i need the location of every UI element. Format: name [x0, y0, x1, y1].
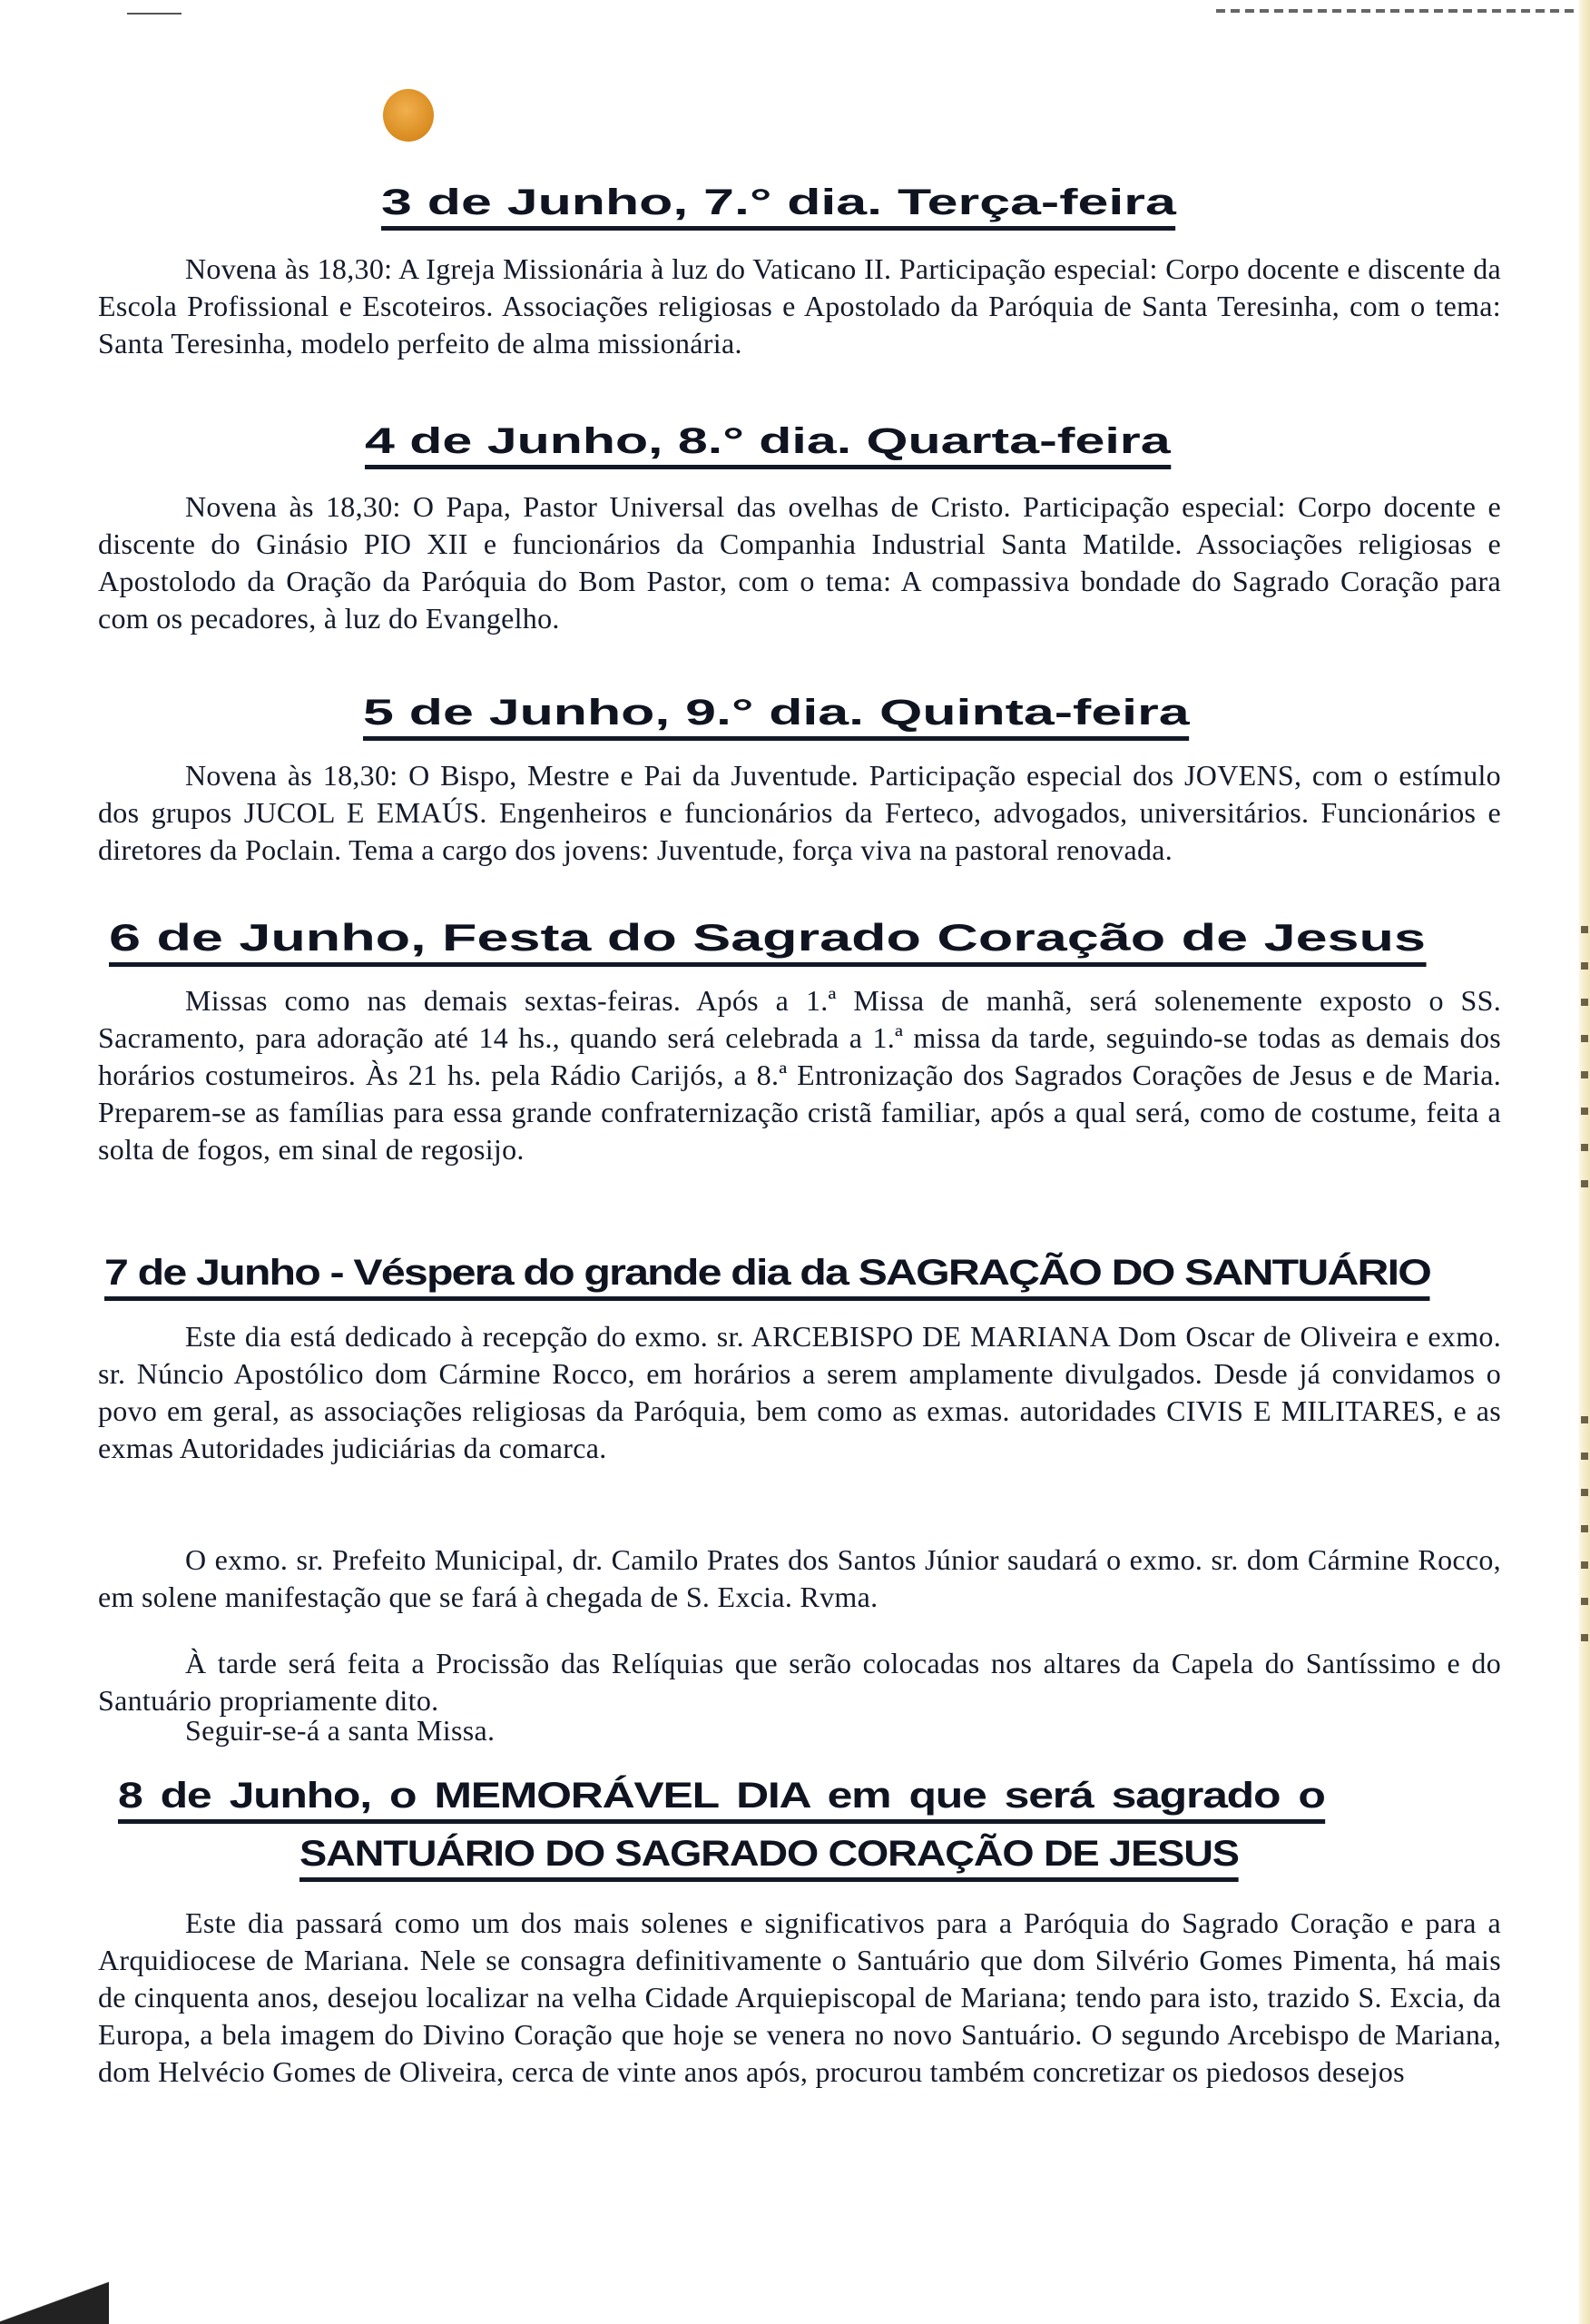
paragraph-june-8 — [98, 1905, 1501, 2091]
paragraph-text: Seguir-se-á a santa Missa. — [185, 1714, 496, 1747]
paragraph-text: À tarde será feita a Procissão das Relíquias que serão colocadas nos altares da Capela do Santíssimo e do Santuário propriamente dito. — [98, 1647, 1501, 1717]
paragraph-text: Novena às 18,30: A Igreja Missionária à luz do Vaticano II. Participação especial: Corpo docente e discente da Escola Profissional e Escoteiros. Associações religiosas e Apostolado da Paróquia de Santa Teresinha, com o tema: Santa Teresinha, modelo perfeito de alma missionária. — [98, 252, 1501, 359]
bleed-through-marks — [1581, 1416, 1588, 1652]
paragraph-june-3 — [98, 251, 1501, 362]
paragraph-june-7-prefeito — [98, 1541, 1501, 1616]
paragraph-text: Novena às 18,30: O Bispo, Mestre e Pai da Juventude. Participação especial dos JOVENS, com o estímulo dos grupos JUCOL E EMAÚS. Engenheiros e funcionários da Ferteco, advogados, universitários. Funcionários e diretores da Poclain. Tema a cargo dos jovens: Juventude, força viva na pastoral renovada. — [98, 759, 1501, 866]
paragraph-text: Novena às 18,30: O Papa, Pastor Universal das ovelhas de Cristo. Participação especial: Corpo docente e discente do Ginásio PIO XII e funcionários da Companhia Industrial Santa Matilde. Associações religiosas e Apostolodo da Oração da Paróquia do Bom Pastor, com o tema: A compassiva bondade do Sagrado Coração para com os pecadores, à luz do Evangelho. — [98, 490, 1501, 635]
heading-june-8: 8 de Junho, o MEMORÁVEL DIA em que será sagrado o — [118, 1777, 1325, 1824]
orange-dot-marker — [383, 89, 434, 142]
top-rule-mark — [127, 13, 182, 15]
heading-june-7: 7 de Junho - Véspera do grande dia da SAGRAÇÃO DO SANTUÁRIO — [104, 1255, 1430, 1301]
paragraph-june-5 — [98, 757, 1501, 869]
heading-june-4: 4 de Junho, 8.° dia. Quarta-feira — [365, 423, 1171, 469]
paragraph-june-4 — [98, 488, 1501, 637]
heading-june-5: 5 de Junho, 9.° dia. Quinta-feira — [363, 694, 1190, 741]
paragraph-text: Missas como nas demais sextas-feiras. Após a 1.ª Missa de manhã, será solenemente exposto o SS. Sacramento, para adoração até 14 hs., quando será celebrada a 1.ª missa da tarde, seguindo-se todas as demais dos horários costumeiros. Às 21 hs. pela Rádio Carijós, a 8.ª Entronização dos Sagrados Corações de Jesus e de Maria. Preparem-se as famílias para essa grande confraternização cristã familiar, após a qual será, como de costume, feita a solta de fogos, em sinal de regosijo. — [98, 984, 1501, 1166]
heading-june-6: 6 de Junho, Festa do Sagrado Coração de Jesus — [109, 919, 1426, 967]
heading-june-3: 3 de Junho, 7.° dia. Terça-feira — [381, 184, 1176, 231]
paragraph-text: Este dia está dedicado à recepção do exmo. sr. ARCEBISPO DE MARIANA Dom Oscar de Oliveira e exmo. sr. Núncio Apostólico dom Cármine Rocco, em horários a serem amplamente divulgados. Desde já convidamos o povo em geral, as associações religiosas da Paróquia, bem como as exmas. autoridades CIVIS E MILITARES, e as exmas Autoridades judiciárias da comarca. — [98, 1320, 1501, 1464]
paragraph-june-6 — [98, 982, 1501, 1168]
paragraph-june-7-reception — [98, 1318, 1501, 1467]
page-corner-shadow — [0, 2279, 109, 2324]
paragraph-june-7-missa — [98, 1712, 1501, 1749]
paragraph-june-7-procession — [98, 1645, 1501, 1719]
paragraph-text: Este dia passará como um dos mais solenes e significativos para a Paróquia do Sagrado Coração e para a Arquidiocese de Mariana. Nele se consagra definitivamente o Santuário que dom Silvério Gomes Pimenta, há mais de cinquenta anos, desejou localizar na velha Cidade Arquiepiscopal de Mariana; tendo para isto, trazido S. Excia, da Europa, a bela imagem do Divino Coração que hoje se venera no novo Santuário. O segundo Arcebispo de Mariana, dom Helvécio Gomes de Oliveira, cerca de vinte anos após, procurou também concretizar os piedosos desejos — [98, 1906, 1501, 2088]
bleed-through-marks — [1581, 926, 1588, 1198]
paragraph-text: O exmo. sr. Prefeito Municipal, dr. Camilo Prates dos Santos Júnior saudará o exmo. sr. dom Cármine Rocco, em solene manifestação que se fará à chegada de S. Excia. Rvma. — [98, 1543, 1501, 1613]
subheading-santuario: SANTUÁRIO DO SAGRADO CORAÇÃO DE JESUS — [299, 1836, 1239, 1882]
top-dashed-rule — [1216, 9, 1579, 13]
